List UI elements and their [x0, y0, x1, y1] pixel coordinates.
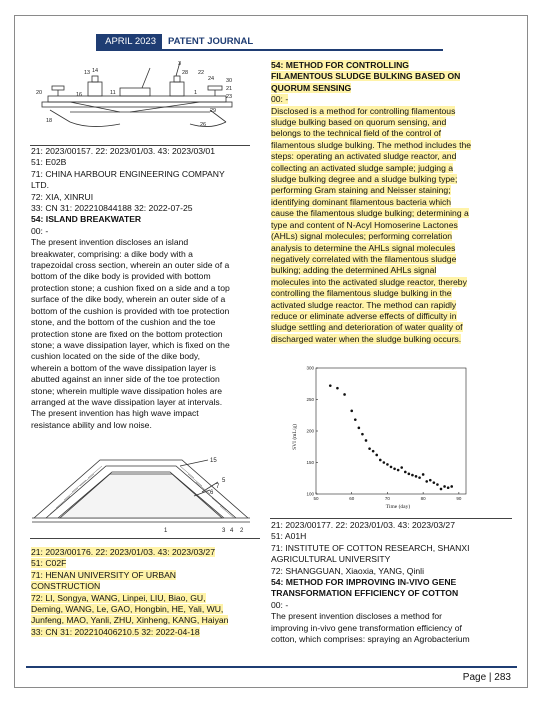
meta-line: 21: 2023/00177. 22: 2023/01/03. 43: 2023/03/27 [271, 520, 455, 530]
patent-title: 54: METHOD FOR IMPROVING IN-VIVO GENE [271, 577, 457, 588]
meta-line: 21: 2023/00157. 22: 2023/01/03. 43: 2023/03/01 [31, 146, 215, 156]
data-point [415, 475, 418, 478]
applicant: 71: CHINA HARBOUR ENGINEERING COMPANY [31, 168, 225, 179]
data-point [397, 469, 400, 472]
data-point [400, 466, 403, 469]
data-point [450, 485, 453, 488]
fig1-label: 26 [200, 122, 207, 128]
fig1-label: 1 [194, 90, 198, 96]
data-point [365, 439, 368, 442]
fig2-label: 4 [230, 528, 234, 534]
figure-breakwater-cross-section [30, 452, 252, 534]
data-point [379, 459, 382, 462]
data-point [429, 479, 432, 482]
chart-frame [316, 368, 466, 494]
patent-title: 54: ISLAND BREAKWATER [31, 214, 142, 225]
entry-cotton-gene [271, 520, 513, 645]
data-point [425, 480, 428, 483]
y-tick-label: 100 [306, 491, 314, 497]
applicant-cont: CONSTRUCTION [31, 581, 101, 592]
data-point [361, 433, 364, 436]
fig1-label: 28 [182, 70, 189, 76]
fig1-label: 24 [208, 76, 215, 82]
abstract: The present invention discloses a method for improving in-vivo gene transformation efficiency of cotton, which comprises: spraying an Agrobacterium [271, 611, 470, 645]
y-tick-label: 150 [306, 460, 314, 466]
classification: 51: A01H [271, 531, 307, 542]
data-point [375, 454, 378, 457]
fig1-label: 18 [46, 118, 53, 124]
data-point [443, 485, 446, 488]
applicant: 71: INSTITUTE OF COTTON RESEARCH, SHANXI [271, 542, 470, 553]
patent-title-cont: QUORUM SENSING [271, 82, 352, 93]
header-rule [96, 49, 443, 51]
priority: 33: CN 31: 202210406210.5 32: 2022-04-18 [31, 626, 200, 637]
meta-line: 21: 2023/00176. 22: 2023/01/03. 43: 2023/03/27 [31, 547, 215, 557]
data-point [372, 450, 375, 453]
data-point [354, 418, 357, 421]
patent-title: 54: METHOD FOR CONTROLLING [271, 60, 409, 70]
fig1-label: 29 [210, 108, 217, 114]
data-point [436, 483, 439, 486]
data-point [390, 466, 393, 469]
fig1-label: 20 [36, 90, 43, 96]
data-point [336, 387, 339, 390]
inventors: 72: XIA, XINRUI [31, 191, 94, 202]
fig1-label: 13 [84, 70, 91, 76]
data-point [329, 384, 332, 387]
classification: 51: C02F [31, 558, 67, 569]
data-point [386, 463, 389, 466]
footer-rule [26, 666, 517, 668]
entry-henan-bibliography [31, 547, 263, 638]
priority: 33: CN 31: 202210844188 32: 2022-07-25 [31, 203, 193, 214]
y-tick-label: 250 [306, 397, 314, 403]
fig2-label: 6 [210, 490, 214, 496]
data-point [368, 447, 371, 450]
abstract: The present invention discloses an island breakwater, comprising: a dike body with a trapezoidal cross section, wherein an outer side of a bottom of the dike body is provided with bottom protection stone; a cushion fixed on a side and a top surface of the dike body, wherein an outer side of a bottom of the cushion is provided with toe protection stone, and the bottom of the cushion and the toe protection stone are fixed on the bottom protection stone; a wave dissipation layer, which is fixed on the cushion located on the side of the dike body, wherein a bottom of the wave dissipation layer is abutted against an inner side of the toe protection stone; wherein multiple wave dissipation holes are arranged at the wave dissipation layer at intervals. The present invention has high wave impact resistance ability and low noise. [31, 237, 230, 430]
data-point [350, 410, 353, 413]
header-date: APRIL 2023 [96, 34, 162, 49]
x-tick-label: 70 [384, 496, 390, 501]
fig1-label: 14 [92, 68, 99, 74]
fig1-label: 21 [226, 86, 233, 92]
fig2-label: 5 [222, 478, 226, 484]
y-tick-label: 200 [306, 428, 314, 434]
data-point [447, 486, 450, 489]
x-tick-label: 60 [349, 496, 355, 501]
code: 00: - [271, 599, 289, 610]
applicant-cont: LTD. [31, 180, 49, 191]
data-point [383, 461, 386, 464]
inventors-cont: Deming, WANG, Le, GAO, Hongbin, HE, Yali, WU, [31, 604, 224, 615]
data-point [393, 468, 396, 471]
data-point [422, 473, 425, 476]
data-point [343, 393, 346, 396]
applicant: 71: HENAN UNIVERSITY OF URBAN [31, 569, 177, 580]
classification: 51: E02B [31, 157, 67, 168]
inventors: 72: LI, Songya, WANG, Linpei, LIU, Biao, GU, [31, 592, 206, 603]
y-tick-label: 300 [306, 365, 314, 371]
svi-scatter-chart [290, 362, 475, 514]
data-point [404, 471, 407, 474]
abstract: Disclosed is a method for controlling filamentous sludge bulking based on quorum sensing, and belongs to the technical field of the control of filamentous sludge bulking. The method includes the steps: operating an activated sludge reactor, and collecting an activated sludge sample; judging a sludge bulking degree and a sludge bulking type; performing Gram staining and Neisser staining; identifying dominant filamentous bacteria which cause the filamentous sludge bulking; determining a type and content of N-Acyl Homoserine Lactones (AHLs) signal molecules; performing correlation analysis to determine the AHLs signal molecules negatively correlated with the filamentous sludge bulking; adding the determined AHLs signal molecules into the activated sludge reactor, thereby controlling the filamentous sludge bulking in the activated sludge reactor. The method can rapidly reduce or eliminate adverse effects of difficulty in sludge settling and deterioration of water quality of discharged water when the sludge bulking occurs. [271, 105, 472, 344]
x-tick-label: 90 [456, 496, 462, 501]
fig2-label: 15 [210, 458, 217, 464]
fig1-label: 11 [110, 90, 116, 96]
fig1-label: 30 [226, 78, 233, 84]
inventors: 72: SHANGGUAN, Xiaoxia, YANG, Qinli [271, 565, 424, 576]
fig2-label: 2 [240, 528, 244, 534]
fig2-label: 1 [164, 528, 168, 534]
data-point [358, 427, 361, 430]
code: 00: - [271, 94, 289, 105]
data-point [440, 488, 443, 491]
x-tick-label: 50 [313, 496, 319, 501]
data-point [411, 474, 414, 477]
chart-y-axis-label: SVI (mL/g) [292, 424, 298, 450]
figure-mechanical-drawing [30, 60, 250, 142]
page-number: Page | 283 [462, 672, 511, 683]
entry-sludge-bulking [271, 60, 511, 345]
header-journal-title: PATENT JOURNAL [168, 36, 254, 47]
x-tick-label: 80 [420, 496, 426, 501]
data-point [418, 476, 421, 479]
fig1-label: 3 [178, 61, 182, 67]
fig1-label: 23 [226, 94, 233, 100]
patent-title-cont: FILAMENTOUS SLUDGE BULKING BASED ON [271, 71, 461, 82]
fig2-label: 3 [222, 528, 226, 534]
page-header [96, 34, 426, 49]
divider [270, 518, 512, 519]
chart-x-axis-label: Time (day) [385, 504, 411, 510]
fig1-label: 22 [198, 70, 205, 76]
patent-title-cont: TRANSFORMATION EFFICIENCY OF COTTON [271, 588, 459, 599]
inventors-cont: Junfeng, MAO, Yanli, ZHU, Xinheng, KANG, Haiyan [31, 615, 229, 626]
data-point [408, 473, 411, 476]
divider [30, 538, 260, 539]
fig2-label: 7 [216, 484, 220, 490]
fig1-label: 16 [76, 92, 83, 98]
entry-island-breakwater [31, 146, 261, 431]
data-point [433, 481, 436, 484]
applicant-cont: AGRICULTURAL UNIVERSITY [271, 554, 391, 565]
code: 00: - [31, 225, 49, 236]
